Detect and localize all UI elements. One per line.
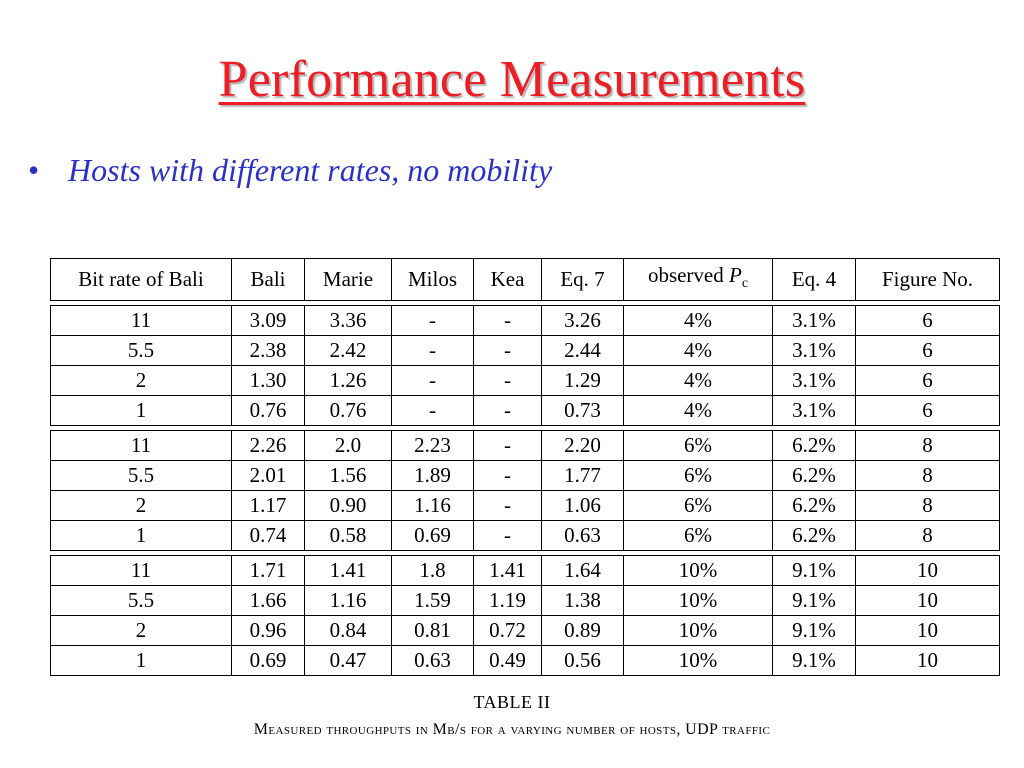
table-cell: 3.09 <box>232 306 305 336</box>
table-cell: - <box>392 396 474 426</box>
table-cell: 10% <box>624 616 773 646</box>
table-cell: 0.63 <box>392 646 474 676</box>
table-cell: 6% <box>624 521 773 551</box>
table-cell: - <box>474 491 542 521</box>
table-cell: 0.81 <box>392 616 474 646</box>
table-cell: 5.5 <box>51 336 232 366</box>
table-cell: 9.1% <box>773 616 856 646</box>
table-cell: 0.73 <box>542 396 624 426</box>
table-row <box>51 431 1000 461</box>
table-cell: 3.1% <box>773 336 856 366</box>
table-cell: 11 <box>51 306 232 336</box>
table-cell: 6 <box>856 306 1000 336</box>
table-cell: 9.1% <box>773 646 856 676</box>
table-cell: 3.1% <box>773 306 856 336</box>
table-cell: 1.89 <box>392 461 474 491</box>
table-cell: 10 <box>856 556 1000 586</box>
header-eq7: Eq. 7 <box>542 259 624 301</box>
table-cell: 1.64 <box>542 556 624 586</box>
table-cell: 1.56 <box>305 461 392 491</box>
table-row <box>51 336 1000 366</box>
table-header-row <box>51 259 1000 301</box>
table-cell: 6 <box>856 336 1000 366</box>
table-cell: 6 <box>856 396 1000 426</box>
table-cell: 0.69 <box>232 646 305 676</box>
table-cell: 6 <box>856 366 1000 396</box>
table-cell: 1.06 <box>542 491 624 521</box>
table-cell: 2.26 <box>232 431 305 461</box>
table-cell: 0.69 <box>392 521 474 551</box>
table-row <box>51 616 1000 646</box>
table-cell: 5.5 <box>51 461 232 491</box>
table-cell: 1.41 <box>305 556 392 586</box>
slide-title: Performance Measurements <box>218 51 806 108</box>
header-bali: Bali <box>232 259 305 301</box>
table-cell: 8 <box>856 491 1000 521</box>
table-row <box>51 306 1000 336</box>
table-cell: 1.66 <box>232 586 305 616</box>
table-cell: 0.47 <box>305 646 392 676</box>
table-row <box>51 521 1000 551</box>
table-cell: 10 <box>856 586 1000 616</box>
header-marie: Marie <box>305 259 392 301</box>
table-cell: 0.76 <box>305 396 392 426</box>
table-caption-title: TABLE II <box>473 692 551 712</box>
table-cell: 1.77 <box>542 461 624 491</box>
table-cell: - <box>474 306 542 336</box>
table-row <box>51 646 1000 676</box>
table-cell: 4% <box>624 336 773 366</box>
table-cell: 2.42 <box>305 336 392 366</box>
table-row <box>51 586 1000 616</box>
table-row <box>51 556 1000 586</box>
bullet-dot-icon: • <box>28 152 40 188</box>
table-row <box>51 461 1000 491</box>
table-cell: 0.56 <box>542 646 624 676</box>
table-cell: 0.76 <box>232 396 305 426</box>
table-cell: 6.2% <box>773 521 856 551</box>
table-cell: 4% <box>624 306 773 336</box>
table-cell: 3.1% <box>773 366 856 396</box>
table-cell: 3.26 <box>542 306 624 336</box>
table-cell: 10% <box>624 646 773 676</box>
table-cell: 1.30 <box>232 366 305 396</box>
bullet-item <box>28 152 552 189</box>
throughput-table-container <box>50 258 999 676</box>
table-body <box>51 301 1000 676</box>
table-cell: 1 <box>51 646 232 676</box>
table-cell: 0.96 <box>232 616 305 646</box>
table-cell: 8 <box>856 521 1000 551</box>
table-cell: 1.8 <box>392 556 474 586</box>
table-cell: 2 <box>51 491 232 521</box>
table-cell: 1 <box>51 521 232 551</box>
table-cell: 2.01 <box>232 461 305 491</box>
table-cell: 1 <box>51 396 232 426</box>
table-cell: 5.5 <box>51 586 232 616</box>
table-cell: 2.38 <box>232 336 305 366</box>
table-cell: 2.23 <box>392 431 474 461</box>
table-cell: 0.49 <box>474 646 542 676</box>
table-cell: 3.36 <box>305 306 392 336</box>
table-cell: - <box>474 396 542 426</box>
table-cell: - <box>474 431 542 461</box>
table-cell: 9.1% <box>773 556 856 586</box>
table-cell: 0.90 <box>305 491 392 521</box>
table-row <box>51 396 1000 426</box>
table-cell: - <box>474 336 542 366</box>
table-cell: 2 <box>51 616 232 646</box>
table-cell: 0.58 <box>305 521 392 551</box>
table-cell: 10 <box>856 646 1000 676</box>
table-cell: 6.2% <box>773 461 856 491</box>
header-observed-subscript: c <box>741 276 749 292</box>
table-cell: 1.41 <box>474 556 542 586</box>
table-cell: 4% <box>624 366 773 396</box>
table-cell: 10% <box>624 586 773 616</box>
table-cell: 9.1% <box>773 586 856 616</box>
table-cell: 2 <box>51 366 232 396</box>
table-cell: 1.38 <box>542 586 624 616</box>
table-cell: 6% <box>624 461 773 491</box>
table-cell: 10% <box>624 556 773 586</box>
table-cell: - <box>474 366 542 396</box>
table-cell: 0.84 <box>305 616 392 646</box>
header-eq4: Eq. 4 <box>773 259 856 301</box>
table-cell: 0.74 <box>232 521 305 551</box>
bullet-text: Hosts with different rates, no mobility <box>68 152 553 188</box>
table-cell: 6.2% <box>773 491 856 521</box>
table-cell: 1.16 <box>305 586 392 616</box>
table-cell: 1.71 <box>232 556 305 586</box>
table-cell: 2.44 <box>542 336 624 366</box>
table-cell: 11 <box>51 431 232 461</box>
table-row <box>51 491 1000 521</box>
table-cell: 8 <box>856 461 1000 491</box>
table-cell: 0.89 <box>542 616 624 646</box>
table-cell: 8 <box>856 431 1000 461</box>
table-cell: - <box>392 336 474 366</box>
table-cell: - <box>392 306 474 336</box>
table-cell: 0.63 <box>542 521 624 551</box>
table-cell: 1.29 <box>542 366 624 396</box>
table-cell: 4% <box>624 396 773 426</box>
throughput-table <box>50 258 1000 676</box>
table-cell: 3.1% <box>773 396 856 426</box>
table-cell: - <box>474 521 542 551</box>
header-kea: Kea <box>474 259 542 301</box>
table-cell: 6% <box>624 431 773 461</box>
table-cell: 6% <box>624 491 773 521</box>
table-row <box>51 366 1000 396</box>
header-observed-variable: P <box>729 263 742 287</box>
table-cell: 1.16 <box>392 491 474 521</box>
table-caption-description: Measured throughputs in Mb/s for a varying number of hosts, UDP traffic <box>253 721 771 738</box>
header-milos: Milos <box>392 259 474 301</box>
table-cell: 1.17 <box>232 491 305 521</box>
table-cell: 2.0 <box>305 431 392 461</box>
header-figure-no: Figure No. <box>856 259 1000 301</box>
header-observed-label: observed <box>647 263 729 287</box>
header-bit-rate: Bit rate of Bali <box>51 259 232 301</box>
table-cell: 1.19 <box>474 586 542 616</box>
table-cell: 1.26 <box>305 366 392 396</box>
table-cell: - <box>392 366 474 396</box>
table-cell: 11 <box>51 556 232 586</box>
table-cell: - <box>474 461 542 491</box>
header-observed-pc <box>624 259 773 301</box>
table-cell: 0.72 <box>474 616 542 646</box>
table-cell: 1.59 <box>392 586 474 616</box>
table-cell: 6.2% <box>773 431 856 461</box>
table-cell: 2.20 <box>542 431 624 461</box>
table-cell: 10 <box>856 616 1000 646</box>
